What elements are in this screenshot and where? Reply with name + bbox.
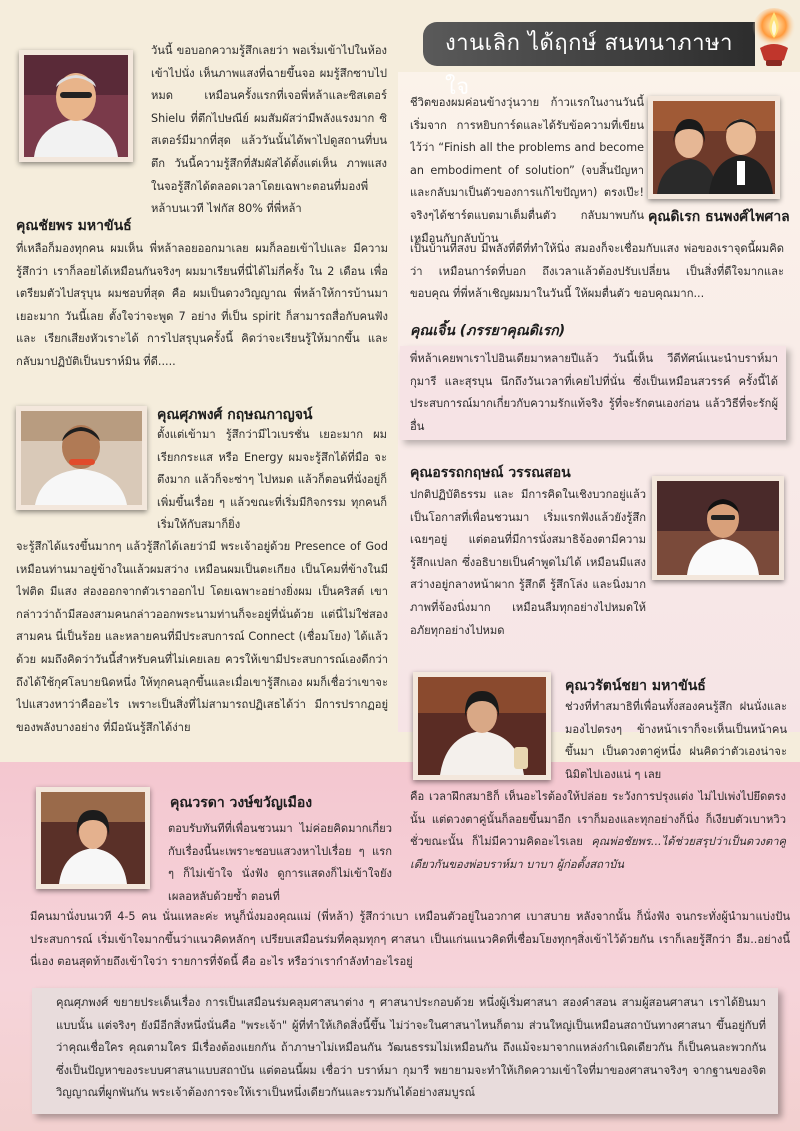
speaker-name-attakrit: คุณอรรถกฤษณ์ วรรณสอน [410,465,571,481]
speaker-name-chaiyaporn: คุณชัยพร มหาขันธ์ [16,218,132,234]
testimony-chaiyaporn-bottom: ที่เหลือก็มองทุกคน ผมเห็น พี่หล้าลอยออกมาเลย ผมก็ลอยเข้าไปและ มีความรู้สึกว่า เราก็ลอยได้เหมือนกันจริงๆ ผมมาเรียนที่นี่ได้ไม่กี่ครั้ง ใน 2 เดือน เพื่อเตรียมตัวไปสรุบุน ผมชอบที่สุด คือ ผมเป็นดวงวิญญาณ พี่หล้าให้การบ้านมาเยอะมาก วันนี้เลย ตั้งใจว่าจะพูด 7 อย่าง ที่เป็น spirit ก็สามารถสื่อกับคนฟัง และ เรียกเสียงหัวเราะได้ การไปสรุบุนครั้งนี้ คิดว่าจะเรียนรู้ให้มากขึ้น และ กลับมาปฏิบัติเป็นบราห์มิน ที่ดี..... [16,242,388,368]
photo-waratchaya [413,672,551,780]
photo-attakrit [652,476,784,580]
testimony-waratchaya-bottom [410,786,786,878]
testimony-direk-top: ชีวิตของผมค่อนข้างวุ่นวาย ก้าวแรกในงานวันนี้ เริ่มจาก การหยิบการ์ดและได้รับข้อความที่เขียนไว้ว่า “Finish all the problems and become an embodiment of solution” (จบสิ้นปัญหาและกลับมาเป็นตัวของการแก้ไขปัญหา) ตรงเป๊ะ! จริงๆได้ชาร์ตแบตมาเต็มตื่นตัว กลับมาพบกัน เหมือนกับกลับบ้าน [410,96,644,245]
testimony-waratchaya-bottom-plain: คือ เวลาฝึกสมาธิก็ เห็นอะไรต้องให้ปล่อย ระวังการปรุงแต่ง ไม่ไปเพ่งไปยึดตรงนั้น แต่ดวงตาคู่นั้นก็ลอยขึ้นมาอีก เราก็มองและทุกอย่างก็นิ่ง ก็เงียบตัวเบาหวิว ชั่วขณะนั้น ก็ไม่มีความคิดอะไรเลย [410,790,786,849]
testimony-chaiyaporn-top: วันนี้ ขอบอกความรู้สึกเลยว่า พอเริ่มเข้าไปในห้อง เข้าไปนั่ง เห็นภาพแสงที่ฉายขึ้นจอ ผมรู้สึกซาบไปหมด เหมือนครั้งแรกที่เจอพี่หล้าและซิสเตอร์ Shielu ที่ตึกไปษณีย์ ผมสัมผัสว่ามีพลังแรงมาก ซิสเตอร์มีมากที่สุด แล้ววันนั้นได้พาไปดูสถานที่บนตึก วันนี้ความรู้สึกที่สัมผัสได้ตั้งแต่เห็น ภาพแสงในจอรู้สึกได้ตลอดเวลาโดยเฉพาะตอนที่มองพี่หล้าบนเวที ไฟกัส 80% ที่พี่หล้า [151,44,387,216]
oil-lamp-icon [752,4,796,70]
photo-chaiyaporn [19,50,133,162]
speaker-name-waratchaya: คุณวรัตน์ชยา มหาขันธ์ [565,678,706,694]
testimony-waratchaya-bottom-italic: คุณพ่อชัยพร...ได้ช่วยสรุปว่าเป็นดวงตาคู่เดียวกันของพ่อบราห์มา บาบา ผู้ก่อตั้งสถาบัน [410,835,786,871]
page-title: งานเลิก ได้ฤกษ์ สนทนาภาษาใจ [423,22,755,66]
testimony-jen: พี่หล้าเคยพาเราไปอินเดียมาหลายปีแล้ว วันนี้เห็น วีดีทัศน์แนะนำบราห์มากุมารี และสุรบุน นึกถึงวันเวลาที่เคยไปที่นั่น ซึ่งเป็นเหมือนสวรรค์ ครั้งนี้ได้ประสบการณ์มากเกี่ยวกับความรักแท้จริง รู้ที่จะรักตนเองก่อน แล้ววิธีที่จะรักผู้อื่น [410,352,778,433]
testimony-supapong-bottom: จะรู้สึกได้แรงขึ้นมากๆ แล้วรู้สึกได้เลยว่ามี พระเจ้าอยู่ด้วย Presence of God เหมือนท่านมาอยู่ข้างในแล้วผมสว่าง เหมือนผมเป็นตะเกียง เป็นโคมที่ข้างในมีไฟติด มีแสง ส่องออกจากตัวเราออกไป โดยเฉพาะอย่างยิ่งผม เป็นคริสต์ เขากล่าวว่าถ้ามีสองสามคนกล่าวออกพระนามท่านก็จะอยู่ที่นั่นด้วย แต่นี่ไม่ใช่สองสามคน นี่เป็นร้อย และหลายคนที่มีประสบการณ์ Connect (เชื่อมโยง) ได้แล้วด้วย ผมถึงคิดว่าวันนี้สำหรับคนที่ไม่เคยเลย ควรให้เขามีประสบการณ์เองดีกว่า ถึงได้ใช้กุศโลบายนิดหนึ่ง ให้ทุกคนลุกขึ้นและเมื่อเขารู้สึกเอง ผมก็เชื่อว่าเขาจะไปแสวงหาว่าคืออะไร เพราะเป็นสิ่งที่ไม่สามารถปฏิเสธได้ว่า มีการปรากฏอยู่ของพลังบางอย่าง ที่มีอนันรู้สึกได้ง่าย [16,540,388,734]
testimony-supapong-top: ตั้งแต่เข้ามา รู้สึกว่ามีไวเบรชั่น เยอะมาก ผมเรียกกระแส หรือ Energy ผมจะรู้สึกได้ที่มือ จะตึงมาก แล้วก็จะซ่าๆ ไปหมด แล้วก็ตอนที่นั่งอยู่ก็เพิ่มขึ้นเรื่อย ๆ แล้วขณะที่เริ่มมีกิจกรรม ทุกคนก็เริ่มให้กับสมาก็ยิ่ง [157,428,387,532]
photo-direk-couple [648,96,780,199]
testimony-attakrit: ปกติปฏิบัติธรรม และ มีการคิดในเชิงบวกอยู่แล้ว เป็นโอกาสที่เพื่อนชวนมา เริ่มแรกฟังแล้วยังรู้สึกเฉยๆอยู่ แต่ตอนที่มีการนั่งสมาธิจ้องตามีความรู้สึกแปลก ซึ่งอธิบายเป็นคำพูดไม่ได้ เหมือนมีแสงสว่างอยู่กลางหน้าผาก รู้สึกดี รู้สึกโล่ง และนิ่งมากภาพที่จ้องนิ่งมาก เหมือนลืมทุกอย่างไปหมดให้อภัยทุกอย่างไปหมด [410,488,646,637]
summary-card [32,988,778,1114]
speaker-name-supapong: คุณศุภพงศ์ กฤษณกาญจน์ [157,407,313,423]
testimony-waratchaya-top: ช่วงที่ทำสมาธิที่เพื่อนทั้งสองคนรู้สึก ฝนนั่งและมองไปตรงๆ ข้างหน้าเราก็จะเห็นเป็นหน้าคนขึ้นมา เป็นดวงตาคู่หนึ่ง ฝนคิดว่าตัวเองน่าจะนิมิตไปเองแน่ ๆ เลย [565,700,787,781]
speaker-name-jen: คุณเจิ้น (ภรรยาคุณดิเรก) [410,323,566,339]
testimony-direk-bottom: เป็นบ้านที่สงบ มีพลังที่ดีที่ทำให้นิ่ง สมองก็จะเชื่อมกับแสง พ่อของเราจุดนี้ผมคิดว่า เหมือนการ์ดที่บอก ถึงเวลาแล้วต้องปรับเปลี่ยน เป็นสิ่งที่ดีใจมากและขอบคุณ ที่พี่หล้าเชิญผมมาในวันนี้ ให้ผมตื่นตัว ขอบคุณมาก... [410,242,784,301]
summary-text: คุณศุภพงศ์ ขยายประเด็นเรื่อง การเป็นเสมือนร่มคลุมศาสนาต่าง ๆ ศาสนาประกอบด้วย หนึ่งผู้เริ่มศาสนา สองคำสอน สามผู้สอนศาสนา เราได้ยินมาแบบนั้น แต่จริงๆ ยังมีอีกสิ่งหนึ่งนั่นคือ "พระเจ้า" ผู้ที่ทำให้เกิดสิ่งนี้ขึ้น ไม่ว่าจะในศาสนาไหนก็ตาม ส่วนใหญ่เป็นเหมือนสถาบันทางศาสนา ขึ้นอยู่กับที่ว่าคุณเชื่อใคร คุณตามใคร มีเรื่องต้องแยกกัน ถ้าภาษาไม่เหมือนกัน วัฒนธรรมไม่เหมือนกัน ถึงแม้จะมาจากแหล่งกำเนิดเดียวกัน ก็เป็นคนละพวกกัน ซึ่งเป็นปัญหาของระบบศาสนาแบบสถาบัน แต่ตอนนี้ผม เชื่อว่า บราห์มา กุมารี พยายามจะทำให้เกิดความเข้าใจที่มาของศาสนาจริงๆ จากฐานของจิตวิญญาณที่ผูกพันกัน พระเจ้าต้องการจะให้เราเป็นหนึ่งเดียวกันและรวมกันได้อย่างสมบูรณ์ [56,996,766,1100]
speaker-name-worada: คุณวรดา วงษ์ขวัญเมือง [170,795,313,811]
photo-worada [36,787,150,889]
testimony-worada-bottom: มีคนมานั่งบนเวที 4-5 คน นั่นแหละค่ะ หนูก็นั่งมองคุณแม่ (พี่หล้า) รู้สึกว่าเบา เหมือนตัวอยู่ในอวกาศ เบาสบาย หลังจากนั้น ก็นั่งฟัง จนกระทั่งผู้นำมาแบ่งปันประสบการณ์ เริ่มเข้าใจมากขึ้นว่าแนวคิดหลักๆ เปรียบเสมือนร่มที่คลุมทุกๆ ศาสนา เป็นแก่นแนวคิดที่เชื่อมโยงทุกๆสิ่งเข้าไว้ด้วยกัน เราก็เลยรู้สึกว่า อืม..อย่างนี้ นี่เอง ตอนสุดท้ายถึงเข้าใจว่า รายการที่จัดนี้ คือ อะไร หรือว่าเรากำลังทำอะไรอยู่ [30,910,790,969]
speaker-name-direk: คุณดิเรก ธนพงศ์ไพศาล [648,209,790,225]
photo-supapong [16,406,147,510]
testimony-worada-top: ตอบรับทันทีที่เพื่อนชวนมา ไม่ค่อยคิดมากเกี่ยวกับเรื่องนี้นะเพราะชอบแสวงหาไปเรื่อย ๆ แรก ๆ ก็ไม่เข้าใจ นั่งฟัง ดูการแสดงก็ไม่เข้าใจยังเผลอหลับด้วยซ้ำ ตอนที่ [168,822,392,903]
testimony-card-jen [400,346,786,440]
